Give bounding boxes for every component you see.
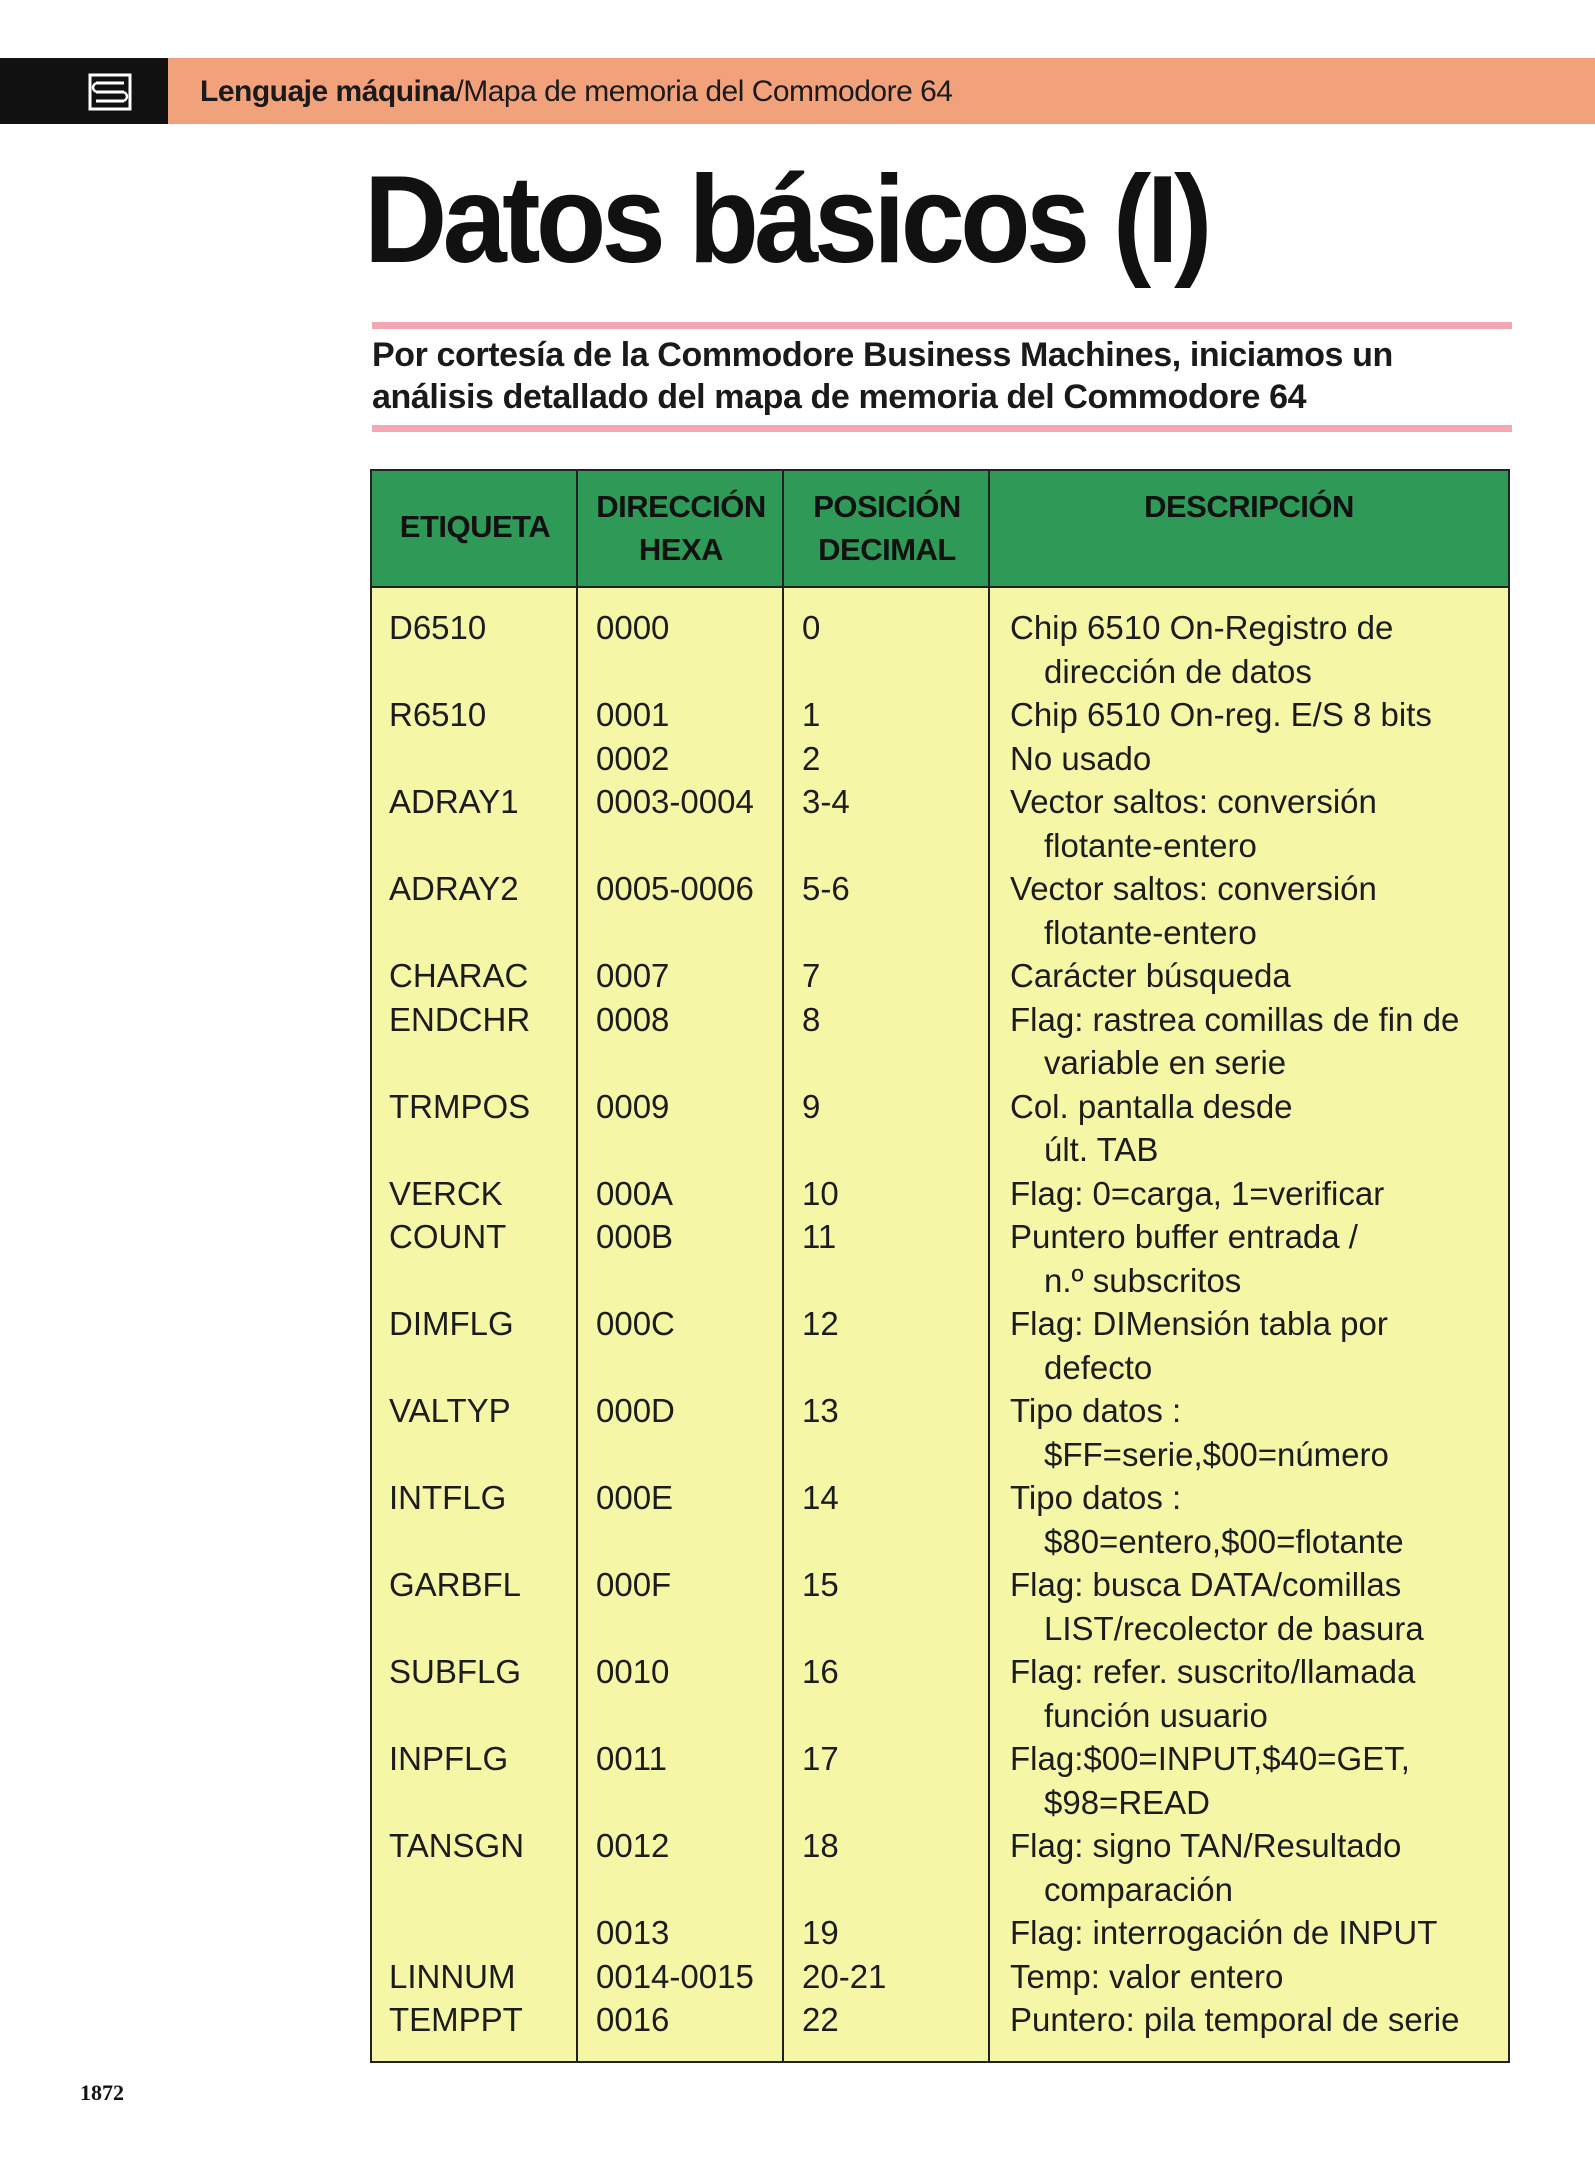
- description-line: función usuario: [1044, 1696, 1268, 1734]
- description-line: Flag: 0=carga, 1=verificar: [1010, 1174, 1385, 1212]
- row-decimal-position: 2: [802, 739, 821, 777]
- description-line: Col. pantalla desde: [1010, 1087, 1293, 1125]
- row-decimal-position: 20-21: [802, 1957, 887, 1995]
- table-row: [372, 1650, 1508, 1737]
- header-label: ETIQUETA: [399, 509, 551, 544]
- row-decimal-position: 9: [802, 1087, 821, 1125]
- row-hex-address: 0002: [596, 739, 670, 777]
- row-decimal-position: 10: [802, 1174, 839, 1212]
- table-header: [372, 471, 1508, 588]
- row-decimal-position: 12: [802, 1305, 839, 1342]
- row-hex-address: 0011: [596, 1740, 667, 1777]
- row-decimal-position: 15: [802, 1566, 839, 1603]
- row-hex-address: 0009: [596, 1087, 670, 1125]
- row-description: [1010, 780, 1377, 867]
- description-line: Flag: DIMensión tabla por: [1010, 1305, 1388, 1342]
- header-decimal: [784, 485, 990, 571]
- table-row: [372, 780, 1508, 867]
- description-line: $98=READ: [1044, 1783, 1211, 1821]
- description-line: defecto: [1044, 1348, 1153, 1386]
- subtitle-bottom-rule: [372, 425, 1512, 432]
- description-line: Tipo datos :: [1010, 1392, 1182, 1429]
- description-line: $FF=serie,$00=número: [1044, 1435, 1389, 1473]
- row-hex-address: 0007: [596, 957, 670, 994]
- section-breadcrumb: [200, 70, 952, 114]
- description-line: No usado: [1010, 739, 1152, 777]
- table-row: [372, 1563, 1508, 1650]
- description-line: últ. TAB: [1044, 1131, 1159, 1168]
- description-line: dirección de datos: [1044, 652, 1312, 690]
- memory-chip-icon: [84, 72, 136, 112]
- table-row: [372, 1302, 1508, 1389]
- row-hex-address: 0008: [596, 1000, 670, 1038]
- description-line: Puntero: pila temporal de serie: [1010, 2001, 1460, 2038]
- row-description: [1010, 867, 1377, 954]
- row-decimal-position: 5-6: [802, 870, 850, 907]
- row-hex-address: 000D: [596, 1392, 675, 1429]
- row-label: TEMPPT: [389, 2001, 523, 2038]
- description-line: LIST/recolector de basura: [1044, 1609, 1424, 1647]
- table-row: [372, 1215, 1508, 1302]
- row-label: VERCK: [389, 1174, 503, 1212]
- row-hex-address: 000F: [596, 1566, 672, 1603]
- row-description: [1010, 1737, 1410, 1824]
- row-hex-address: 0013: [596, 1914, 670, 1951]
- page-title: Datos básicos (I): [364, 151, 1208, 289]
- row-decimal-position: 17: [802, 1740, 839, 1777]
- description-line: Flag: rastrea comillas de fin de: [1010, 1000, 1460, 1038]
- row-decimal-position: 3-4: [802, 783, 850, 820]
- row-hex-address: 000E: [596, 1479, 674, 1516]
- row-description: [1010, 693, 1432, 737]
- description-line: Chip 6510 On-reg. E/S 8 bits: [1010, 696, 1432, 733]
- table-row: [372, 1737, 1508, 1824]
- page-subtitle: Por cortesía de la Commodore Business Machines, iniciamos un análisis detallado del mapa de memoria del Commodore 64: [372, 336, 1393, 416]
- row-description: [1010, 1650, 1415, 1737]
- subtitle-top-rule: [372, 322, 1512, 329]
- description-line: Flag:$00=INPUT,$40=GET,: [1010, 1740, 1410, 1777]
- row-description: [1010, 1172, 1384, 1216]
- row-label: INPFLG: [389, 1740, 509, 1777]
- header-hex-line1: DIRECCIÓN: [596, 489, 766, 524]
- row-description: [1010, 1302, 1388, 1389]
- row-hex-address: 0001: [596, 696, 670, 733]
- description-line: Flag: refer. suscrito/llamada: [1010, 1653, 1416, 1690]
- row-hex-address: 000B: [596, 1218, 674, 1255]
- row-hex-address: 0014-0015: [596, 1957, 754, 1995]
- row-hex-address: 000C: [596, 1305, 675, 1342]
- row-hex-address: 0000: [596, 609, 670, 646]
- row-label: TRMPOS: [389, 1087, 531, 1125]
- table-row: [372, 737, 1508, 781]
- description-line: Temp: valor entero: [1010, 1957, 1284, 1995]
- row-decimal-position: 19: [802, 1914, 839, 1951]
- row-description: [1010, 1563, 1424, 1650]
- row-decimal-position: 0: [802, 609, 821, 646]
- section-topic: /Mapa de memoria del Commodore 64: [455, 75, 953, 108]
- memory-map-table: [370, 469, 1510, 2063]
- header-hex: [578, 485, 784, 571]
- row-hex-address: 0016: [596, 2001, 670, 2038]
- row-description: [1010, 1955, 1283, 1999]
- description-line: flotante-entero: [1044, 826, 1257, 864]
- row-decimal-position: 1: [802, 696, 821, 733]
- description-line: Tipo datos :: [1010, 1479, 1182, 1516]
- row-label: CHARAC: [389, 957, 529, 994]
- table-row: [372, 867, 1508, 954]
- description-line: $80=entero,$00=flotante: [1044, 1522, 1404, 1560]
- table-row: [372, 1085, 1508, 1172]
- table-row: [372, 1476, 1508, 1563]
- row-description: [1010, 1911, 1437, 1955]
- header-description: DESCRIPCIÓN: [1144, 489, 1354, 524]
- row-decimal-position: 7: [802, 957, 821, 994]
- description-line: Carácter búsqueda: [1010, 957, 1291, 994]
- row-description: [1010, 954, 1291, 998]
- table-row: [372, 1389, 1508, 1476]
- row-hex-address: 0005-0006: [596, 870, 754, 907]
- row-description: [1010, 1215, 1358, 1302]
- row-label: VALTYP: [389, 1392, 511, 1429]
- row-description: [1010, 1824, 1401, 1911]
- row-label: DIMFLG: [389, 1305, 514, 1342]
- row-description: [1010, 1998, 1459, 2042]
- description-line: n.º subscritos: [1044, 1261, 1242, 1299]
- row-description: [1010, 1389, 1389, 1476]
- table-body: [372, 606, 1508, 2042]
- row-description: [1010, 1085, 1293, 1172]
- row-decimal-position: 18: [802, 1827, 839, 1864]
- row-decimal-position: 8: [802, 1000, 821, 1038]
- description-line: Vector saltos: conversión: [1010, 870, 1377, 907]
- header-dec-line2: DECIMAL: [818, 532, 956, 567]
- row-hex-address: 000A: [596, 1174, 674, 1212]
- table-row: [372, 606, 1508, 693]
- header-hex-line2: HEXA: [638, 532, 724, 567]
- header-dec-line1: POSICIÓN: [813, 489, 961, 524]
- description-line: Flag: interrogación de INPUT: [1010, 1914, 1438, 1951]
- row-label: LINNUM: [389, 1957, 516, 1995]
- table-row: [372, 1824, 1508, 1911]
- page-number: 1872: [80, 2080, 124, 2105]
- row-label: D6510: [389, 609, 487, 646]
- table-row: [372, 954, 1508, 998]
- description-line: comparación: [1044, 1870, 1233, 1908]
- row-decimal-position: 13: [802, 1392, 839, 1429]
- description-line: Puntero buffer entrada /: [1010, 1218, 1358, 1255]
- description-line: Flag: busca DATA/comillas: [1010, 1566, 1402, 1603]
- row-hex-address: 0010: [596, 1653, 670, 1690]
- row-label: SUBFLG: [389, 1653, 522, 1690]
- description-line: flotante-entero: [1044, 913, 1257, 951]
- row-label: GARBFL: [389, 1566, 522, 1603]
- row-label: ENDCHR: [389, 1000, 531, 1038]
- table-row: [372, 998, 1508, 1085]
- row-hex-address: 0003-0004: [596, 783, 754, 820]
- row-hex-address: 0012: [596, 1827, 670, 1864]
- row-label: TANSGN: [389, 1827, 525, 1864]
- row-description: [1010, 1476, 1404, 1563]
- table-row: [372, 693, 1508, 737]
- row-decimal-position: 16: [802, 1653, 839, 1690]
- table-row: [372, 1955, 1508, 1999]
- row-label: ADRAY1: [389, 783, 519, 820]
- row-description: [1010, 606, 1393, 693]
- description-line: Vector saltos: conversión: [1010, 783, 1377, 820]
- table-row: [372, 1911, 1508, 1955]
- row-decimal-position: 22: [802, 2001, 839, 2038]
- table-row: [372, 1998, 1508, 2042]
- row-label: R6510: [389, 696, 487, 733]
- description-line: variable en serie: [1044, 1044, 1287, 1081]
- row-description: [1010, 998, 1459, 1085]
- description-line: Chip 6510 On-Registro de: [1010, 609, 1394, 646]
- row-decimal-position: 11: [802, 1218, 837, 1255]
- row-description: [1010, 737, 1151, 781]
- section-name: Lenguaje máquina: [200, 75, 456, 108]
- row-label: ADRAY2: [389, 870, 519, 907]
- table-row: [372, 1172, 1508, 1216]
- row-label: COUNT: [389, 1218, 507, 1255]
- row-decimal-position: 14: [802, 1479, 839, 1516]
- description-line: Flag: signo TAN/Resultado: [1010, 1827, 1402, 1864]
- row-label: INTFLG: [389, 1479, 507, 1516]
